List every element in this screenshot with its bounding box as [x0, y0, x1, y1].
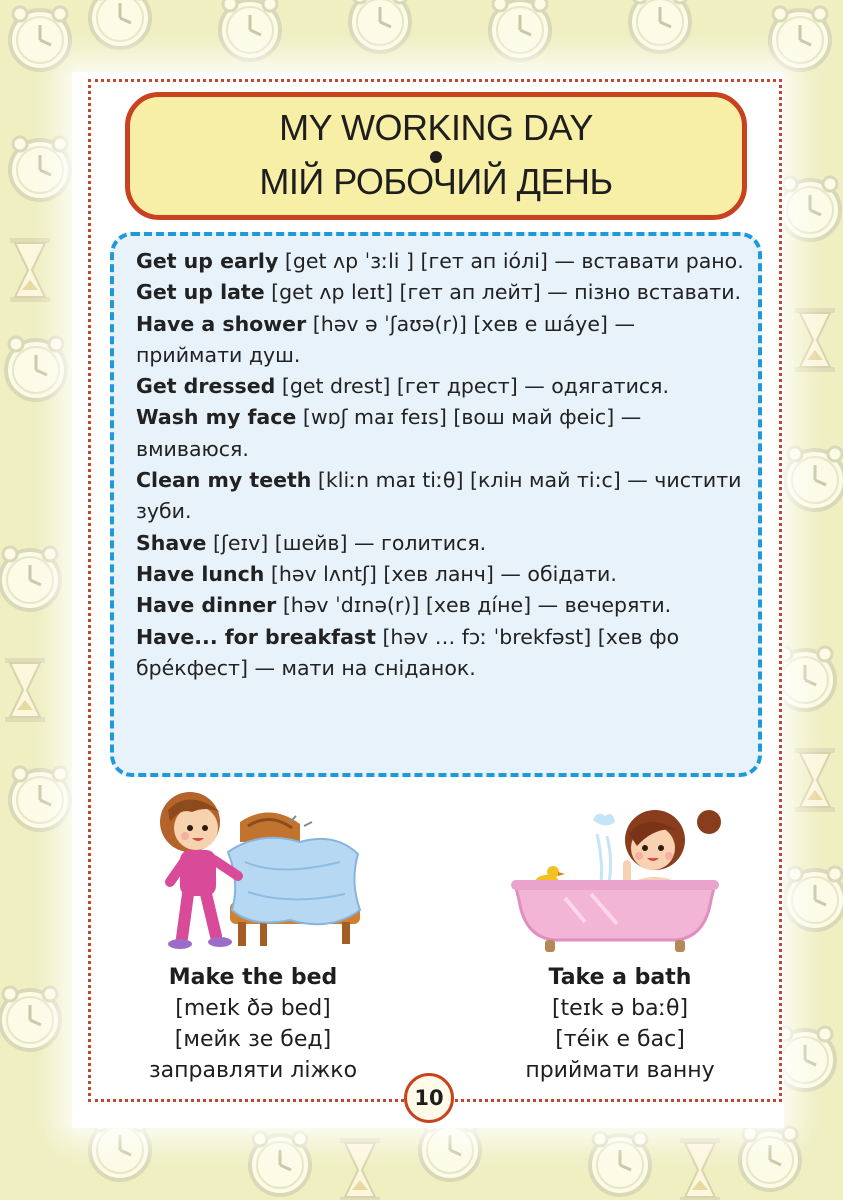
- vocabulary-box: [110, 232, 762, 777]
- caption-transliteration: [тéік е бас]: [555, 1027, 685, 1052]
- caption-translation: приймати ванну: [525, 1058, 715, 1083]
- vocabulary-item: [136, 277, 744, 308]
- vocabulary-list: [136, 246, 744, 684]
- vocabulary-phrase: Have... for breakfast: [136, 624, 376, 649]
- vocabulary-phrase: Get up late: [136, 280, 265, 305]
- vocabulary-definition: [kliːn maɪ tiːθ] [клін май ті:с] — чистити зуби.: [136, 468, 742, 524]
- vocabulary-definition: [həv ˈdɪnə(r)] [хев дíне] — вечеряти.: [276, 593, 672, 618]
- vocabulary-definition: [get ʌp leɪt] [гет ап лейт] — пізно вставати.: [264, 280, 742, 305]
- vocabulary-item: [136, 465, 744, 528]
- vocabulary-item: [136, 402, 744, 465]
- vocabulary-item: [136, 528, 744, 559]
- caption-title: Take a bath: [548, 965, 692, 990]
- vocabulary-definition: [get drest] [гет дрест] — одягатися.: [275, 374, 670, 399]
- caption-ipa: [meɪk ðə bed]: [175, 996, 331, 1021]
- vocabulary-definition: [wɒʃ maɪ feɪs] [вош май феіс] — вмиваюся.: [136, 405, 642, 461]
- title-banner: [125, 92, 747, 220]
- vocabulary-item: [136, 309, 744, 372]
- vocabulary-phrase: Clean my teeth: [136, 468, 312, 493]
- vocabulary-phrase: Wash my face: [136, 405, 297, 430]
- vocabulary-phrase: Get dressed: [136, 374, 276, 399]
- vocabulary-phrase: Get up early: [136, 249, 279, 273]
- vocabulary-definition: [get ʌp ˈɜːli ] [гет ап іóлі] — вставати рано.: [278, 249, 744, 273]
- vocabulary-item: [136, 590, 744, 621]
- vocabulary-definition: [ʃeɪv] [шейв] — голитися.: [206, 530, 487, 555]
- caption-ipa: [teɪk ə baːθ]: [551, 996, 689, 1021]
- vocabulary-definition: [həv lʌntʃ] [хев ланч] — обідати.: [264, 561, 617, 586]
- vocabulary-item: [136, 371, 744, 402]
- vocabulary-definition: [həv … fɔː ˈbrekfəst] [хев фо брéкфест] — мати на сніданок.: [136, 624, 680, 680]
- vocabulary-item: [136, 559, 744, 590]
- vocabulary-phrase: Have a shower: [136, 311, 307, 336]
- vocabulary-definition: [həv ə ˈʃaʊə(r)] [хев е шáуе] — приймати душ.: [136, 311, 635, 367]
- girl-making-bed-illustration: [130, 782, 365, 954]
- caption-make-the-bed: [108, 962, 398, 1086]
- caption-transliteration: [мейк зе бед]: [174, 1027, 332, 1052]
- caption-translation: заправляти ліжко: [148, 1058, 358, 1083]
- vocabulary-phrase: Shave: [136, 530, 207, 555]
- caption-title: Make the bed: [168, 965, 338, 990]
- vocabulary-phrase: Have dinner: [136, 593, 277, 618]
- title-ukrainian: МІЙ РОБОЧИЙ ДЕНЬ: [259, 161, 613, 202]
- page-number: 10: [404, 1073, 454, 1123]
- vocabulary-item: [136, 622, 744, 685]
- caption-take-a-bath: [475, 962, 765, 1086]
- girl-taking-bath-illustration: [505, 790, 730, 958]
- title-english: MY WORKING DAY: [279, 107, 593, 148]
- vocabulary-item: [136, 246, 744, 277]
- vocabulary-phrase: Have lunch: [136, 561, 265, 586]
